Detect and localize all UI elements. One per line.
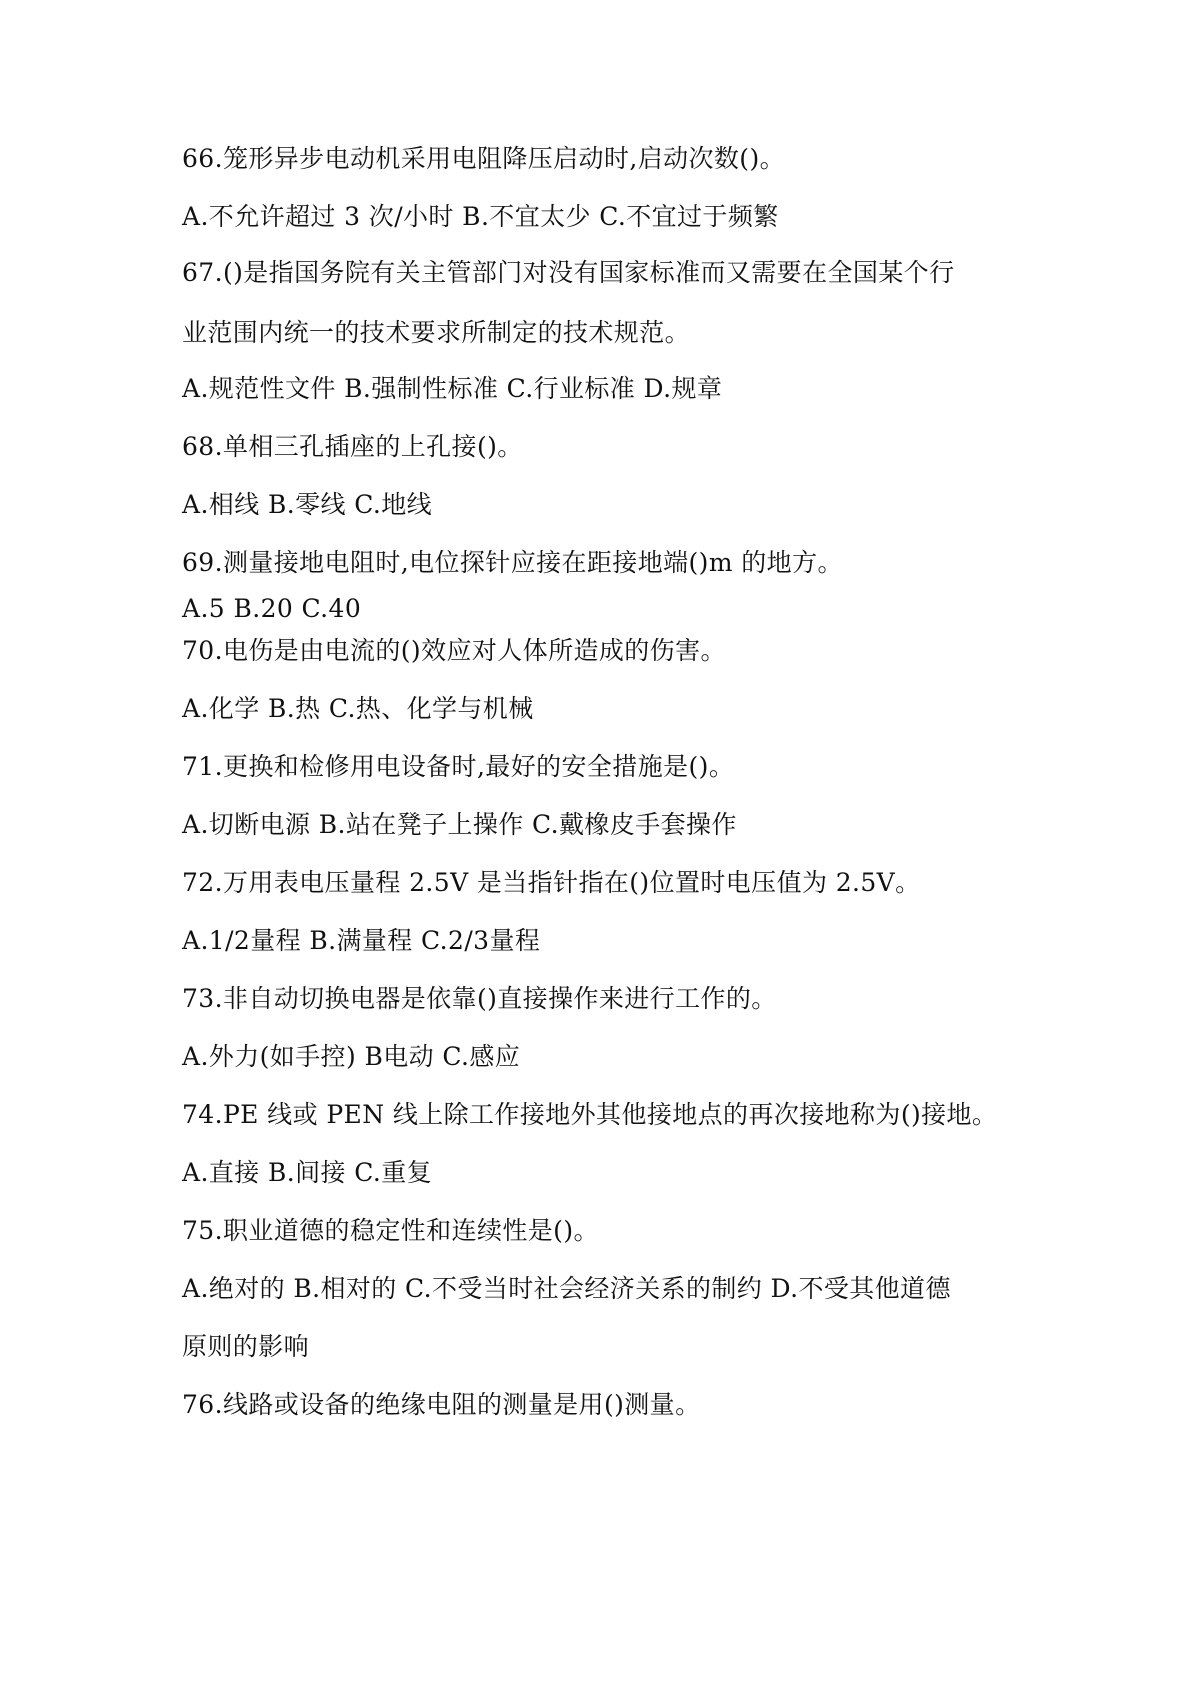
question-69: 69.测量接地电阻时,电位探针应接在距接地端()m 的地方。 [182,548,843,577]
options-73: A.外力(如手控) B电动 C.感应 [182,1042,521,1071]
question-68: 68.单相三孔插座的上孔接()。 [182,432,523,461]
options-70: A.化学 B.热 C.热、化学与机械 [182,694,534,723]
options-72: A.1/2量程 B.满量程 C.2/3量程 [182,926,541,955]
options-75-continued: 原则的影响 [182,1332,310,1361]
question-73: 73.非自动切换电器是依靠()直接操作来进行工作的。 [182,984,777,1013]
options-68: A.相线 B.零线 C.地线 [182,490,432,519]
question-74: 74.PE 线或 PEN 线上除工作接地外其他接地点的再次接地称为()接地。 [182,1100,998,1129]
question-75: 75.职业道德的稳定性和连续性是()。 [182,1216,599,1245]
options-71: A.切断电源 B.站在凳子上操作 C.戴橡皮手套操作 [182,810,737,839]
question-70: 70.电伤是由电流的()效应对人体所造成的伤害。 [182,636,726,665]
question-67: 67.()是指国务院有关主管部门对没有国家标准而又需要在全国某个行 [182,258,955,287]
options-66: A.不允许超过 3 次/小时 B.不宜太少 C.不宜过于频繁 [182,202,779,231]
question-71: 71.更换和检修用电设备时,最好的安全措施是()。 [182,752,735,781]
question-67-continued: 业范围内统一的技术要求所制定的技术规范。 [182,318,691,347]
options-69: A.5 B.20 C.40 [182,594,362,623]
question-66: 66.笼形异步电动机采用电阻降压启动时,启动次数()。 [182,144,786,173]
question-72: 72.万用表电压量程 2.5V 是当指针指在()位置时电压值为 2.5V。 [182,868,921,897]
options-67: A.规范性文件 B.强制性标准 C.行业标准 D.规章 [182,374,723,403]
question-76: 76.线路或设备的绝缘电阻的测量是用()测量。 [182,1390,701,1419]
options-74: A.直接 B.间接 C.重复 [182,1158,432,1187]
options-75: A.绝对的 B.相对的 C.不受当时社会经济关系的制约 D.不受其他道德 [182,1274,951,1303]
